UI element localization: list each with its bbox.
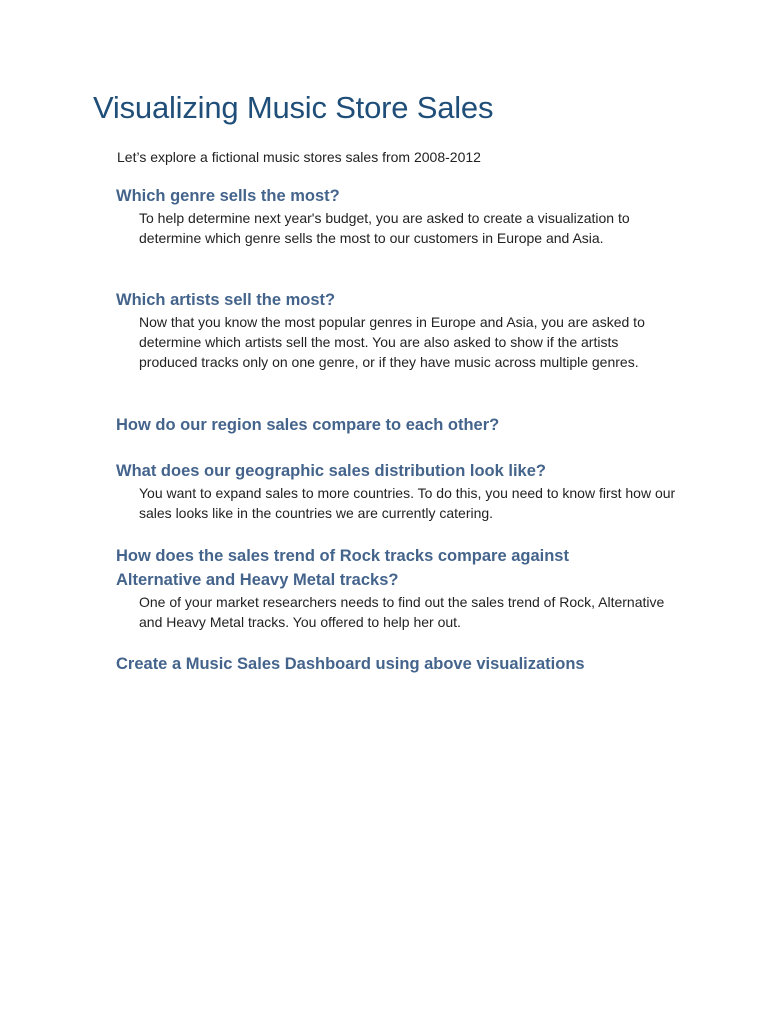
section-heading-region: How do our region sales compare to each other? [116, 416, 500, 434]
document-title: Visualizing Music Store Sales [93, 90, 494, 125]
section-body-rock-trend: One of your market researchers needs to find out the sales trend of Rock, Alternative and Heavy Metal tracks. You offered to help her out. [139, 594, 665, 630]
section-heading-artists: Which artists sell the most? [116, 291, 336, 309]
section-heading-rock-trend: How does the sales trend of Rock tracks compare against Alternative and Heavy Metal tracks? [116, 547, 569, 589]
section-heading-dashboard: Create a Music Sales Dashboard using above visualizations [116, 655, 585, 673]
section-body-artists: Now that you know the most popular genres in Europe and Asia, you are asked to determine which artists sell the most. You are also asked to show if the artists produced tracks only on one genre, or if they have music across multiple genres. [139, 314, 645, 370]
section-heading-genre: Which genre sells the most? [116, 187, 340, 205]
section-body-genre: To help determine next year's budget, you are asked to create a visualization to determine which genre sells the most to our customers in Europe and Asia. [139, 210, 630, 246]
section-heading-geographic: What does our geographic sales distribution look like? [116, 462, 546, 480]
section-body-geographic: You want to expand sales to more countries. To do this, you need to know first how our sales looks like in the countries we are currently catering. [139, 485, 676, 521]
intro-text: Let’s explore a fictional music stores sales from 2008-2012 [117, 149, 481, 165]
